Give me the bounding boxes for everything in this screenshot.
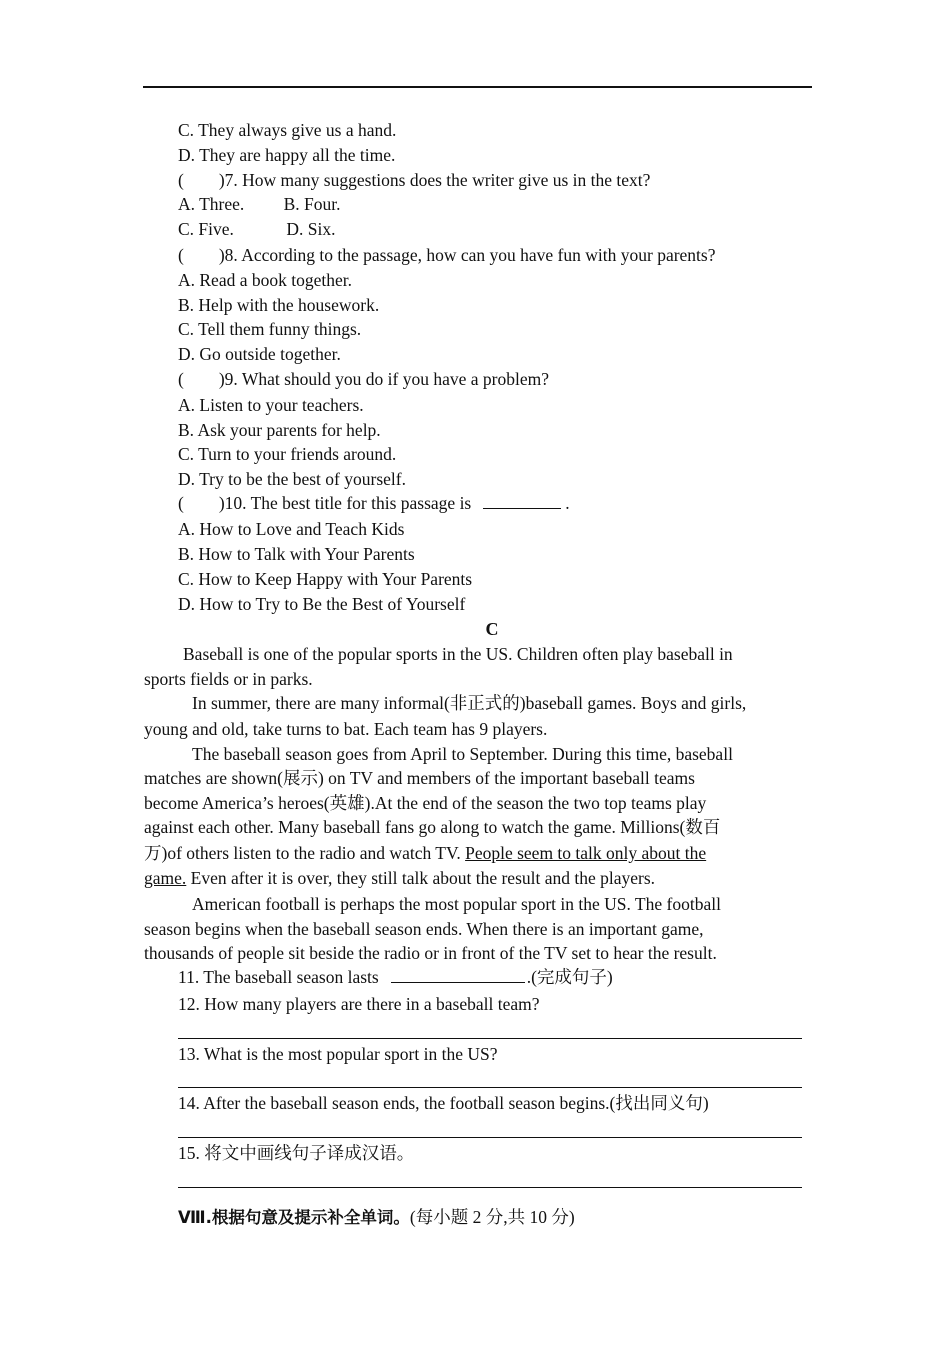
q9-option-b: B. Ask your parents for help. <box>178 420 381 440</box>
q14-answer-line[interactable] <box>178 1137 802 1138</box>
passage-p1-line1: Baseball is one of the popular sports in the US. Children often play baseball in <box>183 644 733 664</box>
q8-option-c: C. Tell them funny things. <box>178 319 362 339</box>
q12: 12. How many players are there in a baseball team? <box>178 994 540 1014</box>
q8-stem: ( )8. According to the passage, how can you have fun with your parents? <box>178 245 716 265</box>
section-8-note: (每小题 2 分,共 10 分) <box>409 1207 575 1227</box>
passage-p4-line1: American football is perhaps the most popular sport in the US. The football <box>192 894 721 914</box>
q11-text: 11. The baseball season lasts <box>178 967 379 987</box>
q10-option-b: B. How to Talk with Your Parents <box>178 544 415 564</box>
q10-text: ( )10. The best title for this passage is <box>178 493 472 513</box>
passage-p3-line3: become America’s heroes(英雄).At the end of the season the two top teams play <box>144 793 707 813</box>
q15: 15. 将文中画线句子译成汉语。 <box>178 1143 415 1163</box>
passage-p4-line3: thousands of people sit beside the radio or in front of the TV set to hear the result. <box>144 943 717 963</box>
passage-p1-line2: sports fields or in parks. <box>144 669 313 689</box>
passage-p3-line1: The baseball season goes from April to September. During this time, baseball <box>192 744 733 764</box>
header-rule <box>143 86 812 88</box>
q11-blank[interactable] <box>391 968 525 983</box>
passage-p3-line2: matches are shown(展示) on TV and members of the important baseball teams <box>144 768 695 788</box>
q6-option-c: C. They always give us a hand. <box>178 120 397 140</box>
q6-option-d: D. They are happy all the time. <box>178 145 396 165</box>
q7-options-ab: A. Three. B. Four. <box>178 194 341 214</box>
passage-p2-line1: In summer, there are many informal(非正式的)baseball games. Boys and girls, <box>192 693 747 713</box>
underlined-sentence-part1: People seem to talk only about the <box>465 843 707 863</box>
q10-blank[interactable] <box>483 494 561 509</box>
section-8-title: Ⅷ.根据句意及提示补全单词。 <box>178 1208 410 1227</box>
q15-answer-line[interactable] <box>178 1187 802 1188</box>
q13: 13. What is the most popular sport in the US? <box>178 1044 498 1064</box>
passage-p4-line2: season begins when the baseball season ends. When there is an important game, <box>144 919 704 939</box>
section-8-heading <box>178 1206 575 1229</box>
q7-stem: ( )7. How many suggestions does the writer give us in the text? <box>178 170 651 190</box>
q8-option-a: A. Read a book together. <box>178 270 352 290</box>
passage-p3-line5 <box>144 842 706 864</box>
q11 <box>178 966 613 988</box>
q10-option-d: D. How to Try to Be the Best of Yourself <box>178 594 466 614</box>
q14: 14. After the baseball season ends, the football season begins.(找出同义句) <box>178 1093 709 1113</box>
q9-option-c: C. Turn to your friends around. <box>178 444 397 464</box>
passage-p3-line4: against each other. Many baseball fans go along to watch the game. Millions(数百 <box>144 817 721 837</box>
passage-text: Even after it is over, they still talk about the result and the players. <box>186 868 656 888</box>
passage-p3-line6 <box>144 867 655 889</box>
q11-suffix: .(完成句子) <box>526 967 613 987</box>
q9-stem: ( )9. What should you do if you have a problem? <box>178 369 549 389</box>
q10-option-a: A. How to Love and Teach Kids <box>178 519 405 539</box>
q13-answer-line[interactable] <box>178 1087 802 1088</box>
q10-stem: ( )10. The best title for this passage is . <box>178 493 570 513</box>
q7-options-cd: C. Five. D. Six. <box>178 219 336 239</box>
q12-answer-line[interactable] <box>178 1038 802 1039</box>
q10-option-c: C. How to Keep Happy with Your Parents <box>178 569 473 589</box>
passage-text: 万)of others listen to the radio and watch TV. <box>144 843 466 863</box>
section-c-heading: C <box>485 619 499 639</box>
q8-option-b: B. Help with the housework. <box>178 295 380 315</box>
q9-option-a: A. Listen to your teachers. <box>178 395 364 415</box>
q9-option-d: D. Try to be the best of yourself. <box>178 469 406 489</box>
passage-p2-line2: young and old, take turns to bat. Each team has 9 players. <box>144 719 548 739</box>
underlined-sentence-part2: game. <box>144 868 187 888</box>
q8-option-d: D. Go outside together. <box>178 344 341 364</box>
